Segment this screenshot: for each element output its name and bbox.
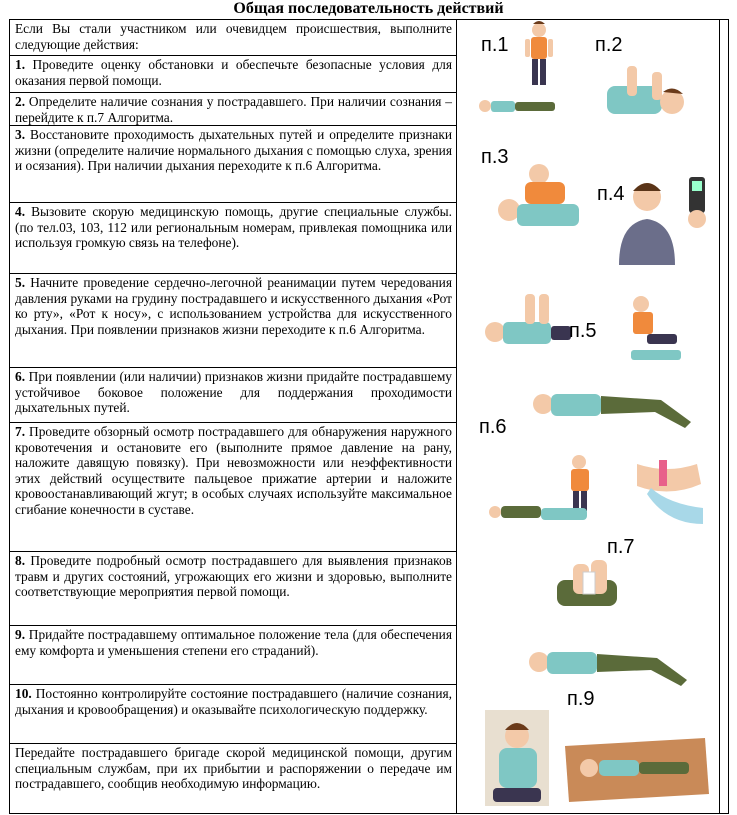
step-1-cell [10, 56, 456, 93]
algorithm-table [9, 19, 729, 814]
step-text: Если Вы стали участником или очевидцем происшествия, выполните следующие действия: [15, 21, 452, 52]
picture-label-5: п.5 [569, 320, 597, 342]
step-text: Передайте пострадавшего бригаде скорой медицинской помощи, другим специальным службам, при их прибытии и распоряжении о передаче им пострадавшего, сообщив необходимую информацию. [15, 745, 452, 792]
bleeding-control-illustration [487, 454, 707, 534]
step-number: 6. [15, 369, 26, 384]
handover-illustration [485, 710, 715, 810]
step-number: 10. [15, 686, 32, 701]
picture-label-4: п.4 [597, 183, 625, 205]
steps-column [10, 20, 457, 813]
picture-label-7: п.7 [607, 536, 635, 558]
step-number: 2. [15, 94, 26, 109]
step-number: 3. [15, 127, 26, 142]
picture-label-6: п.6 [479, 416, 507, 438]
examination-illustration [547, 560, 637, 630]
step-text: Проведите обзорный осмотр пострадавшего для обнаружения наружного кровотечения и остановите его (выполните прямое давление на рану, наложите давящую повязку). При невозможности или неэффективности этих действий осуществите пальцевое прижатие артерии и наложите кровоостанавливающий жгут; в особых случаях используйте максимальное сгибание конечности в суставе. [15, 424, 452, 517]
illustrations-column [457, 20, 720, 813]
step-7-cell [10, 423, 456, 552]
picture-label-1: п.1 [481, 34, 509, 56]
step-5-cell [10, 274, 456, 368]
optimal-position-illustration [525, 640, 705, 700]
picture-label-9: п.9 [567, 688, 595, 710]
step-number: 4. [15, 204, 26, 219]
step-text: Постоянно контролируйте состояние пострадавшего (наличие сознания, дыхания и кровообращения) и оказывайте психологическую поддержку. [15, 686, 452, 717]
step-2-cell [10, 93, 456, 126]
step-text: Проведите подробный осмотр пострадавшего для выявления признаков травм и других состояний, угрожающих его жизни и здоровью, выполните соответствующие мероприятия первой помощи. [15, 553, 452, 600]
step-9-cell [10, 626, 456, 685]
picture-label-3: п.3 [481, 146, 509, 168]
step-text: Вызовите скорую медицинскую помощь, другие специальные службы. (по тел.03, 103, 112 или региональным номерам, привлекая помощника или используя громкую связь на телефоне). [15, 204, 452, 251]
intro-cell [10, 20, 456, 56]
step-3-cell [10, 126, 456, 203]
airway-illustration [487, 158, 587, 238]
step-text: Проведите оценку обстановки и обеспечьте безопасные условия для оказания первой помощи. [15, 57, 452, 88]
step-6-cell [10, 368, 456, 423]
step-text: Начните проведение сердечно-легочной реанимации путем чередования давления руками на грудину пострадавшего и искусственного дыхания «Рот ко рту», «Рот к носу», с использованием устройства для искусственного дыхания. При появлении признаков жизни переходите к п.6 Алгоритма. [15, 275, 452, 337]
step-number: 9. [15, 627, 26, 642]
picture-label-2: п.2 [595, 34, 623, 56]
step-number: 1. [15, 57, 26, 72]
step-text: При появлении (или наличии) признаков жизни придайте пострадавшему устойчивое боковое положение для поддержания проходимости дыхательных путей. [15, 369, 452, 416]
step-10-cell [10, 685, 456, 744]
step-text: Определите наличие сознания у пострадавшего. При наличии сознания – перейдите к п.7 Алгоритма. [15, 94, 452, 125]
consciousness-check-illustration [597, 58, 697, 128]
step-8-cell [10, 552, 456, 626]
handover-cell [10, 744, 456, 814]
step-number: 7. [15, 424, 26, 439]
step-text: Восстановите проходимость дыхательных путей и определите признаки жизни (определите наличие нормального дыхания с помощью слуха, зрения и осязания). При наличии дыхания переходите к п.6 Алгоритма. [15, 127, 452, 174]
step-4-cell [10, 203, 456, 274]
step-number: 8. [15, 553, 26, 568]
page-title: Общая последовательность действий [233, 0, 504, 17]
step-number: 5. [15, 275, 26, 290]
recovery-position-illustration [529, 382, 709, 442]
step-text: Придайте пострадавшему оптимальное положение тела (для обеспечения ему комфорта и уменьшения степени его страданий). [15, 627, 452, 658]
